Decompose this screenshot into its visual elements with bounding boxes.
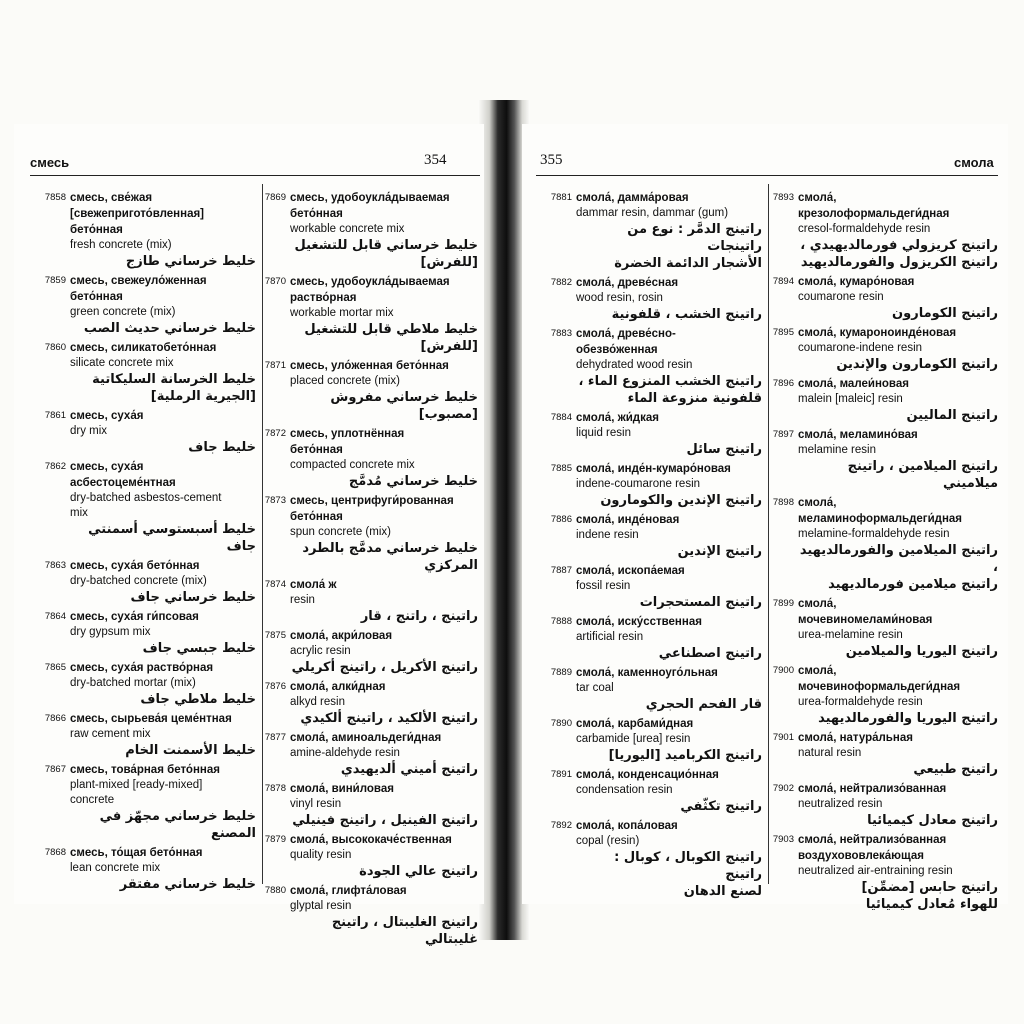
entry-headword: воздухововлека́ющая [798,850,924,862]
dictionary-entry [536,326,762,407]
entry-headword: смола́, глифта́ловая [290,885,407,897]
entry-arabic: راتينج الأكريل ، راتينج أكريلي [291,660,478,675]
entry-arabic: راتينج الفينيل ، راتينج فينيلي [292,813,478,828]
entry-headword: смола́, жи́дкая [576,412,659,424]
entry-headword: асбестоцеме́нтная [70,477,176,489]
entry-arabic: راتينج ميلامين فورمالديهيد [828,577,998,592]
entry-headword: раство́рная [290,292,357,304]
dictionary-entry [758,427,998,492]
entry-headword: смола́ ж [290,579,337,591]
entry-headword: смесь, суха́я бето́нная [70,560,200,572]
entry-number: 7877 [264,732,286,743]
entry-arabic: خليط خرساني مُدمَّج [348,474,478,489]
entry-english: glyptal resin [290,900,352,912]
entry-arabic: راتينج سائل [686,442,762,457]
entry-headword: смесь, свежеуло́женная [70,275,207,287]
entry-headword: обезво́женная [576,344,658,356]
right-page [522,124,1008,912]
entry-arabic: قار الفحم الحجري [645,697,762,712]
entry-english: coumarone-indene resin [798,342,923,354]
entry-arabic: راتينج الألكيد ، راتينج ألكيدي [300,711,478,726]
entry-headword: смесь, то́щая бето́нная [70,847,203,859]
entry-headword: смола́, ископа́емая [576,565,685,577]
entry-number: 7879 [264,834,286,845]
entry-arabic: راتينج الإندين [677,544,762,559]
dictionary-entry [30,845,256,893]
entry-arabic: راتينج معادل كيميائيا [867,813,998,828]
entry-english: melamine resin [798,444,876,456]
entry-number: 7901 [772,732,794,743]
entry-arabic: راتينج اليوريا والفورمالديهيد [818,711,998,726]
entry-number: 7893 [772,192,794,203]
entry-arabic: راتينج المستحجرات [639,595,762,610]
entry-number: 7894 [772,276,794,287]
entry-english: melamine-formaldehyde resin [798,528,950,540]
entry-english: urea-formaldehyde resin [798,696,923,708]
entry-arabic: راتينج طبيعي [913,762,998,777]
entry-headword: смола́, нейтрализо́ванная [798,783,947,795]
dictionary-entry [30,408,256,456]
entry-headword: смола́, [798,497,837,509]
entry-arabic: راتينج حابس [مضمِّن] [861,880,998,895]
entry-english: vinyl resin [290,798,342,810]
entry-arabic: راتينج الكرباميد [اليوريا] [608,748,762,763]
entry-number: 7860 [44,342,66,353]
dictionary-entry [250,883,478,948]
entry-english: spun concrete (mix) [290,526,391,538]
dictionary-entry [30,459,256,555]
entry-english: neutralized air-entraining resin [798,865,953,877]
entry-number: 7891 [550,769,572,780]
entry-number: 7887 [550,565,572,576]
header-rule [536,175,998,176]
entry-headword: смесь, суха́я раство́рная [70,662,214,674]
dictionary-entry [250,730,478,778]
entry-english: urea-melamine resin [798,629,903,641]
entry-arabic: خليط خرساني مدمَّج بالطرد [302,541,478,556]
entry-english: compacted concrete mix [290,459,415,471]
dictionary-entry [30,660,256,708]
entry-number: 7899 [772,598,794,609]
entry-headword: бето́нная [70,291,123,303]
entry-arabic: خليط خرساني مفروش [مصبوب] [330,390,478,422]
entry-headword: смесь, уплотнённая [290,428,405,440]
entry-english: silicate concrete mix [70,357,174,369]
dictionary-entry [250,628,478,676]
entry-headword: смола́, натура́льная [798,732,913,744]
dictionary-entry [250,781,478,829]
entry-arabic: راتينج الكومارون [892,306,998,321]
dictionary-entry [250,577,478,625]
entry-arabic: خليط خرساني طازج [125,254,256,269]
entry-english: indene-coumarone resin [576,478,701,490]
entries-column [536,190,762,903]
dictionary-entry [758,376,998,424]
entry-english: fossil resin [576,580,631,592]
entry-arabic: [الجيرية الرملية] [150,389,256,404]
entry-arabic: راتينج أميني ألديهيدي [340,762,478,777]
entry-arabic: قلفونية منزوعة الماء [627,391,762,406]
entry-number: 7858 [44,192,66,203]
entry-headword: смола́, инде́новая [576,514,680,526]
entry-arabic: راتينج اصطناعي [658,646,762,661]
entry-headword: бето́нная [290,511,343,523]
entry-arabic: راتينج الماليين [906,408,998,423]
entry-arabic: خليط خرساني مفتقر [119,877,256,892]
entry-arabic: خليط الأسمنت الخام [125,743,256,758]
entry-headword: смесь, удобоукла́дываемая [290,276,450,288]
entry-headword: меламиноформальдеги́дная [798,513,962,525]
entry-english: coumarone resin [798,291,884,303]
entry-english: amine-aldehyde resin [290,747,400,759]
entry-headword: смола́, иску́сственная [576,616,702,628]
entry-arabic: راتينج الخشب المنزوع الماء ، [578,374,762,389]
entry-headword: мочевиномелами́новая [798,614,933,626]
dictionary-entry [536,190,762,272]
entries-column [30,190,256,896]
dictionary-entry [536,665,762,713]
entry-headword: бето́нная [70,224,123,236]
dictionary-entry [536,716,762,764]
dictionary-entry [30,340,256,405]
entry-number: 7881 [550,192,572,203]
entry-arabic: راتينج الدمَّر : نوع من راتينجات [627,222,762,254]
entry-number: 7900 [772,665,794,676]
dictionary-entry [536,512,762,560]
entry-number: 7876 [264,681,286,692]
entry-arabic: راتينج الإندين والكومارون [600,493,762,508]
entry-headword: смола́, древе́сная [576,277,679,289]
entry-arabic: خليط جاف [188,440,256,455]
header-rule [30,175,480,176]
entry-english: malein [maleic] resin [798,393,903,405]
dictionary-entry [250,832,478,880]
entry-english: quality resin [290,849,352,861]
entry-arabic: راتينج الخشب ، قلفونية [611,307,762,322]
entry-number: 7888 [550,616,572,627]
entry-english: raw cement mix [70,728,151,740]
entry-arabic: لصنع الدهان [683,884,762,899]
entry-english: resin [290,594,315,606]
entry-number: 7867 [44,764,66,775]
entry-english: dry gypsum mix [70,626,151,638]
entry-arabic: راتينج عالي الجودة [359,864,478,879]
entry-headword: смола́, карбами́дная [576,718,694,730]
dictionary-entry [30,190,256,270]
entry-english: neutralized resin [798,798,883,810]
entry-number: 7859 [44,275,66,286]
entry-number: 7902 [772,783,794,794]
entries-column [250,190,478,951]
entry-number: 7866 [44,713,66,724]
entry-arabic: راتينج الميلامين والفورمالديهيد ، [799,543,998,575]
entry-arabic: خليط الخرسانة السليكاتية [92,372,256,387]
dictionary-entry [30,273,256,337]
entry-number: 7863 [44,560,66,571]
left-page [14,124,484,947]
entry-english: placed concrete (mix) [290,375,400,387]
dictionary-entry [536,275,762,323]
entry-english: plant-mixed [ready-mixed] [70,779,203,791]
entry-headword: бето́нная [290,208,343,220]
dictionary-entry [250,358,478,423]
entry-arabic: راتينج اليوريا والميلامين [845,644,998,659]
entry-headword: смола́, [798,192,837,204]
entry-number: 7875 [264,630,286,641]
dictionary-entry [758,274,998,322]
entry-english: dammar resin, dammar (gum) [576,207,729,219]
entry-number: 7874 [264,579,286,590]
entry-number: 7878 [264,783,286,794]
entry-headword: смола́, высококаче́ственная [290,834,452,846]
entry-headword: смола́, каменноуго́льная [576,667,718,679]
entry-headword: смола́, нейтрализо́ванная [798,834,947,846]
entry-english: alkyd resin [290,696,345,708]
page-number: 354 [424,152,447,168]
entry-english: acrylic resin [290,645,351,657]
entry-english: dry mix [70,425,108,437]
entry-arabic: راتينج ، راتنج ، قار [360,609,478,624]
entry-headword: смола́, алки́дная [290,681,386,693]
entry-english: artificial resin [576,631,644,643]
entry-headword: смесь, уло́женная бето́нная [290,360,449,372]
dictionary-entry [536,614,762,662]
entry-number: 7886 [550,514,572,525]
dictionary-entry [758,663,998,727]
entry-arabic: خليط خرساني حديث الصب [83,321,256,336]
entry-english: indene resin [576,529,639,541]
entry-headword: смола́, аминоальдеги́дная [290,732,442,744]
dictionary-entry [536,410,762,458]
dictionary-entry [758,730,998,778]
entry-arabic: راتينج الكوبال ، كوبال : راتينج [614,850,762,882]
entry-headword: смола́, [798,665,837,677]
entry-headword: крезолоформальдеги́дная [798,208,950,220]
entry-number: 7868 [44,847,66,858]
entry-number: 7903 [772,834,794,845]
dictionary-entry [536,563,762,611]
entry-number: 7871 [264,360,286,371]
dictionary-entry [30,711,256,759]
entry-arabic: راتينج الكومارون والإندين [836,357,998,372]
entry-arabic: راتينج الميلامين ، راتينج ميلاميني [847,459,998,491]
entry-english: natural resin [798,747,862,759]
dictionary-entry [758,781,998,829]
entry-headword: смесь, удобоукла́дываемая [290,192,450,204]
entry-number: 7889 [550,667,572,678]
entry-headword: смола́, копа́ловая [576,820,678,832]
entry-english: condensation resin [576,784,673,796]
entry-headword: смесь, центрифуги́рованная [290,495,454,507]
entry-number: 7864 [44,611,66,622]
dictionary-entry [30,609,256,657]
entry-arabic: الأشجار الدائمة الخضرة [614,256,762,271]
entry-number: 7872 [264,428,286,439]
entry-headword: смесь, све́жая [70,192,153,204]
dictionary-entry [30,762,256,842]
running-header-word: смола [954,155,994,170]
entry-number: 7869 [264,192,286,203]
entry-english: tar coal [576,682,614,694]
entry-english: dry-batched concrete (mix) [70,575,207,587]
dictionary-entry [250,274,478,355]
dictionary-entry [250,679,478,727]
entry-number: 7898 [772,497,794,508]
entry-arabic: راتينج الكريزول والفورمالديهيد [800,255,998,270]
entry-headword: смола́, [798,598,837,610]
entry-arabic: راتينج كريزولي فورمالديهيدي ، [800,238,998,253]
entry-headword: смола́, акри́ловая [290,630,393,642]
entry-english: dehydrated wood resin [576,359,693,371]
entry-arabic: راتينج الغليبتال ، راتينج غليبتالي [331,915,478,947]
entry-english: fresh concrete (mix) [70,239,172,251]
entry-number: 7873 [264,495,286,506]
entry-arabic: المركزي [424,558,478,573]
entry-number: 7896 [772,378,794,389]
entry-arabic: خليط ملاطي قابل للتشغيل [للفرش] [304,322,478,354]
entry-number: 7862 [44,461,66,472]
entry-arabic: خليط أسبستوسي أسمنتي جاف [88,522,256,554]
entry-english: cresol-formaldehyde resin [798,223,931,235]
entry-number: 7882 [550,277,572,288]
dictionary-entry [758,596,998,660]
entry-arabic: خليط خرساني قابل للتشغيل [للفرش] [294,238,478,270]
dictionary-entry [536,767,762,815]
entry-headword: [свежепригото́вленная] [70,208,205,220]
running-header-word: смесь [30,155,70,170]
entry-english: wood resin, rosin [576,292,663,304]
entry-headword: смесь, силикатобето́нная [70,342,217,354]
dictionary-entry [30,558,256,606]
entry-headword: смола́, меламино́вая [798,429,918,441]
entry-english: liquid resin [576,427,631,439]
entry-number: 7884 [550,412,572,423]
entry-arabic: راتينج تكثّفي [680,799,762,814]
entry-arabic: للهواء مُعادل كيميائيا [865,897,998,912]
entry-english: workable concrete mix [290,223,405,235]
entry-english: lean concrete mix [70,862,161,874]
entry-arabic: خليط خرساني جاف [130,590,256,605]
entry-headword: смола́, конденсацио́нная [576,769,719,781]
entry-english: carbamide [urea] resin [576,733,691,745]
dictionary-entry [536,461,762,509]
dictionary-entry [758,325,998,373]
dictionary-entry [758,495,998,593]
entry-headword: смола́, инде́н-кумаро́новая [576,463,731,475]
entry-number: 7890 [550,718,572,729]
entry-number: 7883 [550,328,572,339]
entry-arabic: خليط ملاطي جاف [140,692,256,707]
entry-english: mix [70,507,88,519]
dictionary-entry [536,818,762,900]
entry-number: 7897 [772,429,794,440]
entry-english: workable mortar mix [290,307,394,319]
entry-headword: смесь, това́рная бето́нная [70,764,220,776]
entries-column [758,190,998,916]
entry-headword: смола́, кумароноинде́новая [798,327,957,339]
entry-headword: смесь, сырьева́я цеме́нтная [70,713,232,725]
entry-english: dry-batched asbestos-cement [70,492,222,504]
entry-arabic: خليط جبسي جاف [142,641,256,656]
dictionary-entry [250,426,478,490]
dictionary-entry [758,832,998,913]
entry-number: 7892 [550,820,572,831]
entry-number: 7885 [550,463,572,474]
entry-headword: смесь, суха́я [70,461,144,473]
dictionary-entry [250,190,478,271]
entry-number: 7895 [772,327,794,338]
page-number: 355 [540,152,563,168]
entry-headword: смола́, древе́сно- [576,328,676,340]
entry-number: 7870 [264,276,286,287]
entry-number: 7865 [44,662,66,673]
entry-headword: смола́, малеи́новая [798,378,909,390]
entry-english: dry-batched mortar (mix) [70,677,196,689]
entry-english: concrete [70,794,115,806]
entry-headword: смола́, кумаро́новая [798,276,915,288]
entry-english: green concrete (mix) [70,306,176,318]
entry-headword: смесь, суха́я [70,410,144,422]
entry-headword: смесь, суха́я ги́псовая [70,611,199,623]
dictionary-entry [758,190,998,271]
entry-number: 7880 [264,885,286,896]
dictionary-entry [250,493,478,574]
entry-english: copal (resin) [576,835,640,847]
entry-arabic: خليط خرساني مجهّز في المصنع [99,809,256,841]
entry-headword: мочевиноформальдеги́дная [798,681,961,693]
entry-headword: смола́, дамма́ровая [576,192,689,204]
entry-headword: бето́нная [290,444,343,456]
entry-number: 7861 [44,410,66,421]
entry-headword: смола́, вини́ловая [290,783,394,795]
